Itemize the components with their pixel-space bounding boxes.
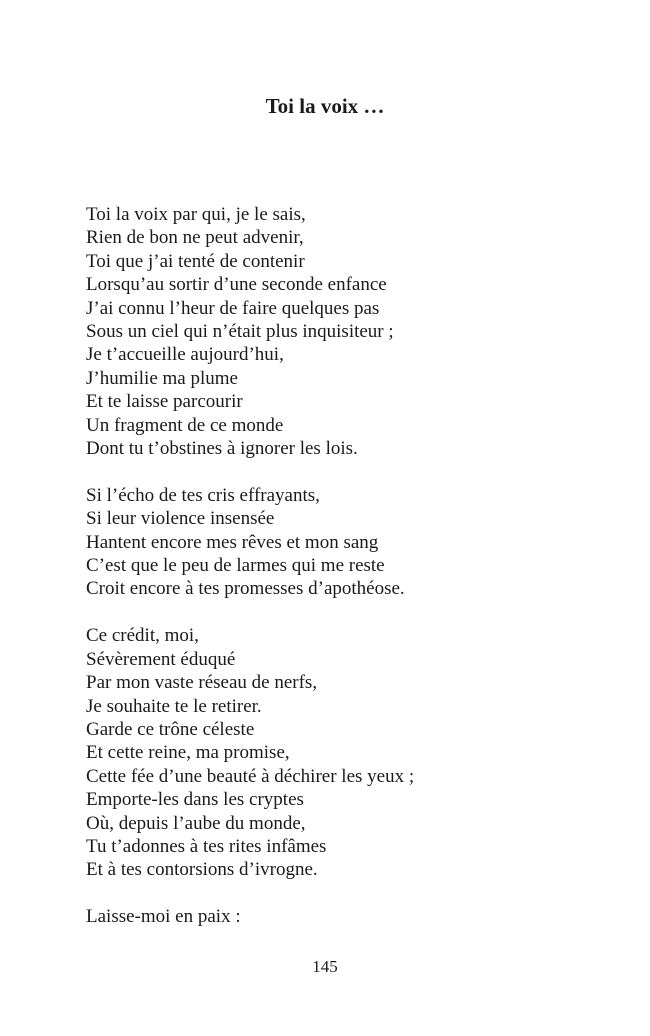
poem-line: Sous un ciel qui n’était plus inquisiteur ; <box>86 321 394 343</box>
poem-line: Garde ce trône céleste <box>86 718 255 740</box>
poem-title: Toi la voix … <box>265 94 385 118</box>
poem-line: Et à tes contorsions d’ivrogne. <box>86 859 318 881</box>
poem-line: Croit encore à tes promesses d’apothéose. <box>86 578 405 600</box>
stanza-4 <box>86 905 606 928</box>
poem-line: Dont tu t’obstines à ignorer les lois. <box>86 438 358 460</box>
poem-line: Toi la voix par qui, je le sais, <box>86 204 306 225</box>
poem-line: Tu t’adonnes à tes rites infâmes <box>86 835 327 857</box>
poem-body <box>86 203 606 952</box>
poem-line: Et cette reine, ma promise, <box>86 742 290 764</box>
poem-line: Hantent encore mes rêves et mon sang <box>86 531 379 553</box>
poem-line: Sévèrement éduqué <box>86 648 236 670</box>
poem-line: Lorsqu’au sortir d’une seconde enfance <box>86 274 387 296</box>
poem-line: Si leur violence insensée <box>86 508 275 530</box>
page-number: 145 <box>312 957 338 976</box>
poem-line: Si l’écho de tes cris effrayants, <box>86 484 320 506</box>
poem-line: Par mon vaste réseau de nerfs, <box>86 672 318 694</box>
poem-line: Rien de bon ne peut advenir, <box>86 227 304 249</box>
poem-line: Où, depuis l’aube du monde, <box>86 812 306 834</box>
poem-line: Cette fée d’une beauté à déchirer les yeux ; <box>86 765 415 787</box>
poem-line: Laisse-moi en paix : <box>86 906 241 928</box>
poem-line: J’ai connu l’heur de faire quelques pas <box>86 297 380 319</box>
poem-line: Emporte-les dans les cryptes <box>86 789 304 811</box>
poem-line: Ce crédit, moi, <box>86 625 199 647</box>
poem-line: Je souhaite te le retirer. <box>86 695 262 717</box>
stanza-1 <box>86 203 606 460</box>
poem-line: C’est que le peu de larmes qui me reste <box>86 555 385 577</box>
poem-line: Je t’accueille aujourd’hui, <box>86 344 284 366</box>
poem-line: J’humilie ma plume <box>86 367 238 389</box>
stanza-2 <box>86 484 606 601</box>
poem-line: Et te laisse parcourir <box>86 391 243 413</box>
stanza-3 <box>86 624 606 881</box>
poem-line: Toi que j’ai tenté de contenir <box>86 250 305 272</box>
poem-line: Un fragment de ce monde <box>86 414 284 436</box>
